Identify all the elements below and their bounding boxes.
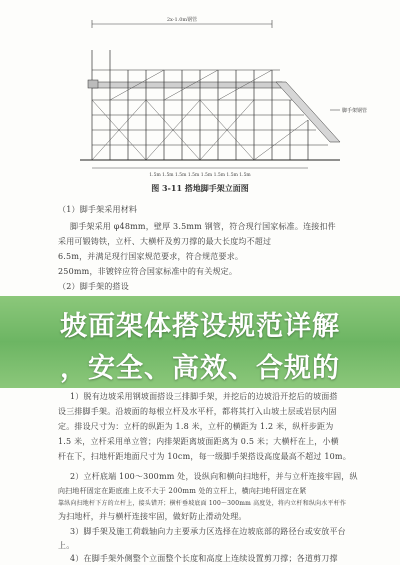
- doc-text-line: 采用可锻铸铁，立杆、大横杆及剪刀撑的最大长度均不超过: [58, 237, 272, 246]
- doc-text-line: 1）脱有边坡采用钢坡面搭设三排脚手架，并挖后的边坡沿开挖后的坡面搭: [70, 392, 338, 401]
- banner-title-line-2: ，安全、高效、合规的: [60, 353, 340, 384]
- doc-text-line: 向扫地杆固定在距底座上皮不大于 200mm 处的立杆上，横向扫地杆固定在紧: [58, 487, 307, 495]
- doc-text-line: 6.5m，并满足现行国家规范要求，符合规范要求。: [58, 252, 244, 261]
- doc-text-line: 定。排设尺寸为：立杆的纵距为 1.8 米，立杆的横距为 1.2 米，纵杆步距为: [58, 422, 334, 431]
- banner-title-line-1: 坡面架体搭设规范详解: [60, 311, 340, 342]
- right-note-label: 脚手架钢管: [342, 108, 368, 114]
- figure-caption: 图 3-11 搭地脚手架立面图: [151, 183, 249, 193]
- doc-text-line: 为扫地杆，并与横杆连接牢固，做好防止滑动处理。: [58, 512, 247, 521]
- section-heading: （1）脚手架采用材料: [58, 205, 138, 214]
- doc-text-line: 4）在脚手架外侧整个立面整个长度和高度上连续设置剪刀撑；各道剪刀撑: [70, 554, 338, 563]
- doc-text-line: 靠纵向扫地杆下方的立杆上，接头错开；横杆垂坡底面 100～300mm 高度处，将内立杆和纵向水平杆作: [58, 500, 347, 507]
- section-heading: （2）脚手架的搭设: [58, 282, 129, 291]
- top-dimension-label: 2x-1.0m钢管: [166, 17, 198, 23]
- doc-text-line: 2）立杆底端 100～300mm 处，设纵向和横向扫地杆，并与立杆连接牢固，纵: [70, 472, 358, 481]
- doc-text-line: 上。: [58, 541, 75, 550]
- bottom-dimension-label: 1.5m 1.5m 1.5m 1.5m 1.5m 1.5m 1.5m 1.5m: [149, 173, 251, 178]
- title-banner: [0, 296, 400, 388]
- doc-text-line: 设三排脚手架。沿坡面的每根立杆及水平杆，都将其打入山坡土层或岩层内固: [58, 407, 337, 416]
- scaffold-elevation-drawing: [40, 10, 380, 180]
- doc-text-line: 脚手架采用 φ48mm，壁厚 3.5mm 钢管，符合现行国家标准。连接扣件: [70, 222, 336, 231]
- doc-text-line: 1.5 米，立杆采用单立管；内排架距离坡面距离为 0.5 米；大横杆在上，小横: [58, 437, 339, 446]
- doc-text-line: 杆在下，扫地杆距地面尺寸为 10cm，每一级脚手架搭设高度最高不超过 10m。: [58, 452, 351, 461]
- doc-text-line: 3）脚手架及施工荷载轴向力主要承力区选择在边坡底部的路径台或安放平台: [70, 527, 346, 536]
- doc-text-line: 250mm，非镀锌应符合国家标准中的有关规定。: [58, 267, 238, 276]
